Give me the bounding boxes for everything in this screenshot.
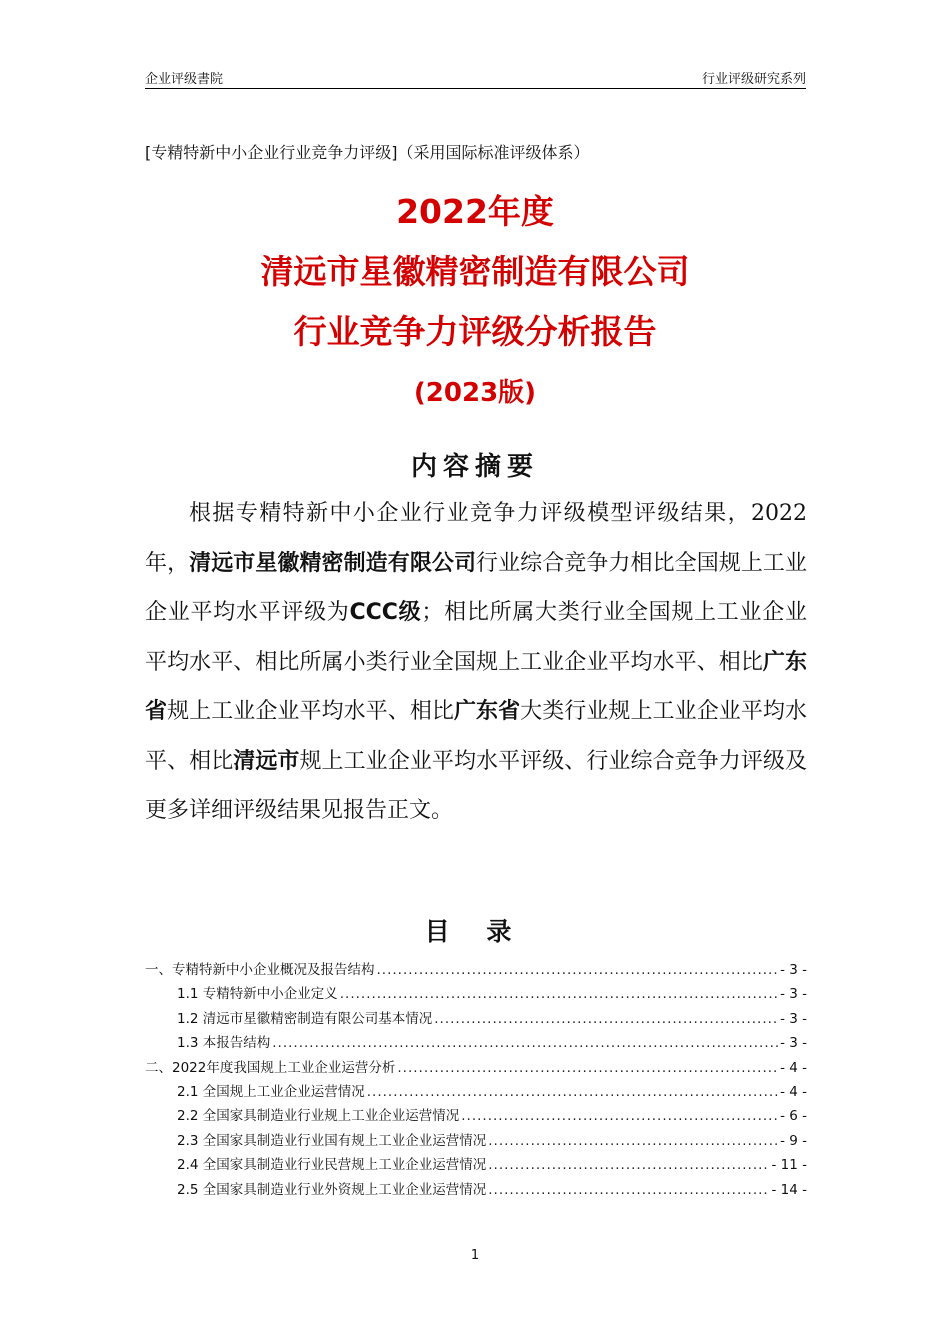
toc-leader: [461, 1108, 778, 1124]
summary-rating: CCC级: [349, 600, 422, 625]
toc-item[interactable]: [145, 958, 807, 982]
toc-item-label: 1.3 本报告结构: [177, 1035, 271, 1052]
toc-item-page: - 4 -: [780, 1083, 807, 1100]
summary-text-4: 规上工业企业平均水平、相比: [167, 699, 454, 724]
summary-heading: 内容摘要: [410, 452, 539, 482]
table-of-contents: [145, 958, 807, 1202]
summary-text-6: 规上工业企业平均水平评级、行业综合竞争力评级及更多详细评级结果见报告正文。: [145, 748, 807, 823]
toc-item[interactable]: [145, 1031, 807, 1055]
toc-item-page: - 3 -: [780, 962, 807, 978]
summary-text-1: 根据专精特新中小企业行业竞争力评级模型评级结果，2022年，: [145, 501, 807, 576]
toc-leader: [488, 1182, 769, 1198]
toc-item-page: - 3 -: [780, 1010, 807, 1027]
toc-item[interactable]: [145, 1080, 807, 1104]
summary-text-5: 大类行业规上工业企业平均水平、相比: [145, 699, 807, 774]
toc-leader: [377, 962, 779, 978]
summary-paragraph: [145, 489, 807, 836]
series-line: [专精特新中小企业行业竞争力评级]（采用国际标准评级体系）: [145, 143, 590, 162]
toc-leader: [488, 1133, 778, 1149]
page-number: 1: [470, 1248, 480, 1263]
page-header: [145, 66, 806, 89]
title-edition: (2023版): [413, 378, 537, 408]
toc-item-page: - 9 -: [780, 1132, 807, 1149]
toc-leader: [367, 1084, 778, 1100]
toc-item-label: 2.1 全国规上工业企业运营情况: [177, 1083, 365, 1100]
toc-heading: 目 录: [424, 917, 526, 946]
title-company: 清远市星徽精密制造有限公司: [260, 252, 690, 291]
header-right-text: 行业评级研究系列: [701, 72, 806, 87]
toc-leader: [488, 1157, 769, 1173]
title-report: 行业竞争力评级分析报告: [293, 312, 657, 351]
toc-item-label: 1.2 清远市星徽精密制造有限公司基本情况: [177, 1010, 433, 1027]
toc-leader: [340, 986, 778, 1002]
toc-item-label: 2.4 全国家具制造业行业民营规上工业企业运营情况: [177, 1157, 487, 1174]
toc-item-label: 1.1 专精特新中小企业定义: [177, 986, 338, 1003]
toc-leader: [434, 1011, 778, 1027]
toc-leader: [272, 1035, 778, 1051]
toc-item[interactable]: [145, 982, 807, 1006]
summary-text-3: ；相比所属大类行业全国规上工业企业平均水平、相比所属小类行业全国规上工业企业平均水平、相比: [145, 600, 807, 675]
toc-item-label: 2.2 全国家具制造业行业规上工业企业运营情况: [177, 1108, 460, 1125]
toc-item-page: - 4 -: [780, 1059, 807, 1076]
toc-item[interactable]: [145, 1129, 807, 1153]
toc-item[interactable]: [145, 1153, 807, 1177]
toc-item-label: 2.5 全国家具制造业行业外资规上工业企业运营情况: [177, 1181, 487, 1198]
toc-item-page: - 14 -: [771, 1181, 807, 1198]
toc-item[interactable]: [145, 1007, 807, 1031]
summary-province-1: 广东省: [145, 649, 807, 724]
toc-item-page: - 6 -: [780, 1108, 807, 1125]
toc-item-label: 2.3 全国家具制造业行业国有规上工业企业运营情况: [177, 1132, 487, 1149]
toc-item-page: - 3 -: [780, 1035, 807, 1052]
toc-item[interactable]: [145, 1104, 807, 1128]
toc-item-page: - 11 -: [771, 1157, 807, 1174]
summary-province-2: 广东省: [453, 699, 521, 724]
toc-item-label: 二、2022年度我国规上工业企业运营分析: [145, 1059, 396, 1076]
toc-item[interactable]: [145, 1056, 807, 1080]
title-year: 2022年度: [396, 192, 554, 231]
toc-leader: [397, 1060, 778, 1076]
summary-text-2: 行业综合竞争力相比全国规上工业企业平均水平评级为: [145, 550, 807, 625]
toc-item-page: - 3 -: [780, 986, 807, 1003]
toc-item[interactable]: [145, 1178, 807, 1202]
summary-company: 清远市星徽精密制造有限公司: [189, 550, 477, 576]
summary-city: 清远市: [233, 748, 300, 774]
toc-item-label: 一、专精特新中小企业概况及报告结构: [145, 962, 375, 978]
header-left-text: 企业评级書院: [145, 72, 224, 87]
